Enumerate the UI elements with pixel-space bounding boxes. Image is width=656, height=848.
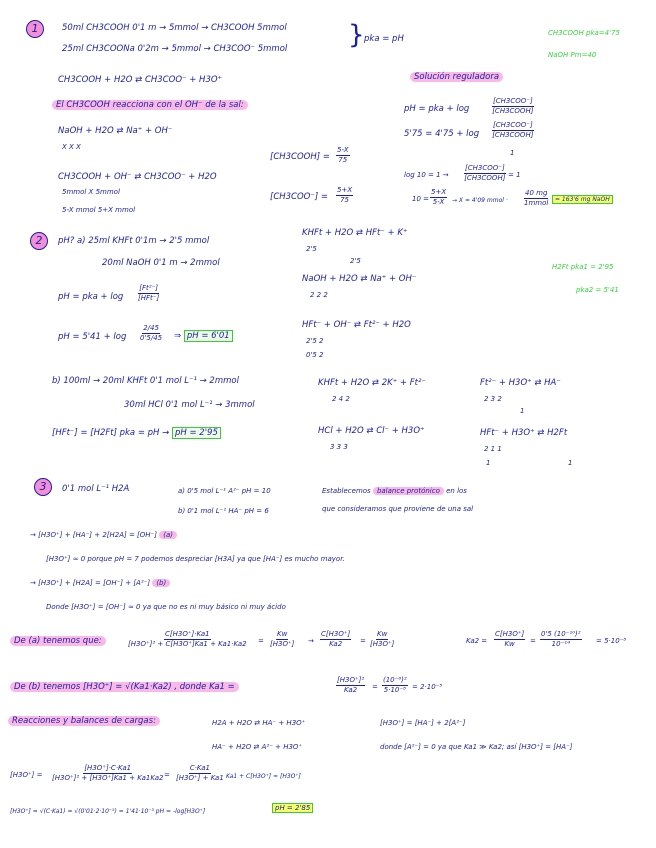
p2-eq-hft-b: HFt⁻ + H3O⁺ ⇄ H2Ft xyxy=(480,428,568,438)
p3-ka1-result: = 2·10⁻⁵ xyxy=(412,683,443,691)
p1-reaction-2: CH3COOH + OH⁻ ⇄ CH3COO⁻ + H2O xyxy=(58,172,217,182)
p1-result-naoh: = 163'6 mg NaOH xyxy=(552,194,613,205)
p3-balance-a: → [H3O⁺] + [HA⁻] + 2[H2A] = [OH⁻] (a) xyxy=(30,530,177,541)
p3-ka1-fraction: $\frac{\text{[H3O⁺]²}}{Ka2}$ xyxy=(337,676,365,694)
p1-hh-substituted-fraction: [CH3COO⁻] [CH3COOH] xyxy=(492,121,534,139)
p2-green-pka2: pka2 = 5'41 xyxy=(576,286,619,294)
p2-eq-khft-b-stoich: 2 4 2 xyxy=(332,395,350,403)
p1-reaction-2-final: 5-X mmol 5+X mmol xyxy=(62,206,136,214)
p1-log-result: = 1 xyxy=(508,171,521,179)
p3-charge-note: donde [A²⁻] = 0 ya que Ka1 ≫ Ka2; así [H3O⁺] = [HA⁻] xyxy=(380,743,573,751)
p3-eq-sign-2: = xyxy=(360,637,366,645)
p1-x-eq: 10 = xyxy=(412,195,429,203)
p1-x-fraction: $\frac{5+X}{5-X}$ xyxy=(431,188,447,206)
p1-reaction-1: NaOH + H2O ⇄ Na⁺ + OH⁻ xyxy=(58,126,173,136)
brace-icon: } xyxy=(348,20,365,50)
p1-solucion-title: Solución reguladora xyxy=(410,72,503,83)
p3-reactions-title: Reacciones y balances de cargas: xyxy=(8,716,160,727)
p2-green-pka1: H2Ft pka1 = 2'95 xyxy=(552,263,614,271)
p3-balance-line-2: que consideramos que proviene de una sal xyxy=(322,505,474,513)
p1-hh-fraction: [CH3COO⁻] [CH3COOH] xyxy=(492,97,534,115)
p3-reaction-1: H2A + H2O ⇄ HA⁻ + H3O⁺ xyxy=(212,719,306,727)
p2-eq-khft: KHFt + H2O ⇄ HFt⁻ + K⁺ xyxy=(302,228,408,238)
p1-hh-one: 1 xyxy=(510,149,515,157)
p3-ka1-numeric-fraction: $\frac{\text{(10⁻⁶)²}}{\text{5·10⁻⁸}}$ xyxy=(383,676,407,694)
p3-arrow-1: → xyxy=(308,637,314,645)
p3-eq-sign-4: = xyxy=(372,683,378,691)
p1-conc-base-fraction: $\frac{5+X}{75}$ xyxy=(337,186,353,204)
p3-final-result: pH = 2'85 xyxy=(272,803,313,814)
p1-conc-acid-label: [CH3COOH] = xyxy=(270,152,330,162)
p3-final-calc: [H3O⁺] = √(C·Ka1) = √(0'01·2·10⁻⁵) = 1'41·10⁻³ pH = -log[H3O⁺] xyxy=(10,808,206,815)
p2-b-line-1: b) 100ml → 20ml KHFt 0'1 mol L⁻¹ → 2mmol xyxy=(52,376,239,386)
problem-3-number: 3 xyxy=(34,478,52,496)
p3-h3o-simplified: $\frac{C\cdot Ka1}{[H3O^+] + Ka1}$ xyxy=(176,764,224,782)
p2-eq-hft-b-stoich: 2 1 1 xyxy=(484,445,502,453)
p1-log-step: log 10 = 1 → xyxy=(404,171,449,179)
p2-eq-ft-stoich: 2 3 2 xyxy=(484,395,502,403)
p1-brace-label: pka = pH xyxy=(364,34,404,44)
p2-b-line-2: 30ml HCl 0'1 mol L⁻¹ → 3mmol xyxy=(124,400,255,410)
p3-fraction-kw-1: $\frac{Kw}{[H3O^+]}$ xyxy=(270,630,295,648)
p3-h3o-approx: Ka1 + C[H3O⁺] ≈ [H3O⁺] xyxy=(226,773,301,780)
p2-hh-fraction: [Ft²⁻] [HFt⁻] xyxy=(138,284,160,302)
p2-eq-hft-initial: 2'5 2 xyxy=(306,337,324,345)
p3-case-a: a) 0'5 mol L⁻¹ A²⁻ pH = 10 xyxy=(178,487,271,495)
p2-eq-naoh: NaOH + H2O ⇄ Na⁺ + OH⁻ xyxy=(302,274,417,284)
problem-2-number: 2 xyxy=(30,232,48,250)
p2-hh-substituted-fraction: $\frac{2/45}{0'5/45}$ xyxy=(140,324,163,342)
p3-ka2-fraction: $\frac{C[H3O^+]}{Kw}$ xyxy=(495,630,525,648)
p3-balance-b: → [H3O⁺] + [H2A] = [OH⁻] + [A²⁻] (b) xyxy=(30,578,170,589)
p2-hh-eq: pH = pka + log xyxy=(58,292,124,302)
p3-derivation-b: De (b) tenemos [H3O⁺] = √(Ka1·Ka2) , donde Ka1 = xyxy=(10,682,239,693)
p3-fraction-a-main: $\frac{C[H3O^+]\cdot Ka1}{\text{[H3O⁺]² + C[H3O⁺]Ka1 + Ka1·Ka2}}$ xyxy=(128,630,247,648)
p2-a-result: ⇒ pH = 6'01 xyxy=(174,331,233,342)
p3-note-b: Donde [H3O⁺] = [OH⁻] ≈ 0 ya que no es ni muy básico ni muy ácido xyxy=(46,603,286,611)
p2-eq-khft-b: KHFt + H2O ⇄ 2K⁺ + Ft²⁻ xyxy=(318,378,426,388)
p1-reaction-title: El CH3COOH reacciona con el OH⁻ de la sal: xyxy=(52,100,248,111)
p2-eq-hft-final: 0'5 2 xyxy=(306,351,324,359)
p3-charge-balance: [H3O⁺] = [HA⁻] + 2[A²⁻] xyxy=(380,719,466,727)
p3-ka2-result: = 5·10⁻⁸ xyxy=(596,637,627,645)
p2-eq-khft-final: 2'5 xyxy=(350,257,361,265)
p1-x-value: → X = 4'09 mmol · xyxy=(452,197,508,204)
p2-a-line-2: 20ml NaOH 0'1 m → 2mmol xyxy=(102,258,220,268)
p1-mg-fraction: 40 mg 1mmol xyxy=(524,189,549,207)
problem-1-number: 1 xyxy=(26,20,44,38)
p1-hh-substituted: 5'75 = 4'75 + log xyxy=(404,129,480,139)
p3-ka2-numeric-fraction: $\frac{\text{0'5 (10⁻¹⁰)²}}{\text{10⁻¹⁴}}$ xyxy=(541,630,581,648)
p1-conc-base-label: [CH3COO⁻] = xyxy=(270,192,328,202)
p2-eq-hcl: HCl + H2O ⇄ Cl⁻ + H3O⁺ xyxy=(318,426,425,436)
p1-equilibrium: CH3COOH + H2O ⇄ CH3COO⁻ + H3O⁺ xyxy=(58,75,223,85)
p3-case-b: b) 0'1 mol L⁻¹ HA⁻ pH = 6 xyxy=(178,507,269,515)
p2-a-line-1: pH? a) 25ml KHFt 0'1m → 2'5 mmol xyxy=(58,236,210,246)
p2-eq-ft: Ft²⁻ + H3O⁺ ⇄ HA⁻ xyxy=(480,378,561,388)
p2-hh-substituted: pH = 5'41 + log xyxy=(58,332,127,342)
p2-eq-hft-b-final: 1 xyxy=(486,459,491,467)
p1-green-pka: CH3COOH pka=4'75 xyxy=(548,29,620,37)
p2-eq-ft-final: 1 xyxy=(520,407,525,415)
p3-fraction-kw-2: $\frac{Kw}{[H3O^+]}$ xyxy=(370,630,395,648)
p1-line-2: 25ml CH3COONa 0'2m → 5mmol → CH3COO⁻ 5mmol xyxy=(62,44,288,54)
p2-eq-khft-initial: 2'5 xyxy=(306,245,317,253)
p3-balance-line-1: Establecemos balance protónico en los xyxy=(322,487,467,495)
p3-eq-sign-5: = xyxy=(164,771,170,779)
p3-h3o-fraction: $\frac{[H3O^+]\cdot C\cdot Ka1}{\text{[H3O⁺]² + [H3O⁺]Ka1 + Ka1Ka2}}$ xyxy=(52,764,164,782)
p3-ka2-label: Ka2 = xyxy=(466,637,488,645)
p2-eq-hcl-stoich: 3 3 3 xyxy=(330,443,348,451)
p3-h3o-label: [H3O⁺] = xyxy=(10,771,43,779)
p1-reaction-1-stoich: X X X xyxy=(62,143,81,151)
p2-eq-hft: HFt⁻ + OH⁻ ⇄ Ft²⁻ + H2O xyxy=(302,320,411,330)
p1-conc-acid-fraction: $\frac{5-X}{75}$ xyxy=(337,146,349,164)
p3-eq-sign-3: = xyxy=(530,637,536,645)
p3-reaction-2: HA⁻ + H2O ⇄ A²⁻ + H3O⁺ xyxy=(212,743,303,751)
p3-note-a: [H3O⁺] ≈ 0 porque pH = 7 podemos despreciar [H3A] ya que [HA⁻] es mucho mayor. xyxy=(46,555,345,563)
p1-green-pm: NaOH Pm=40 xyxy=(548,51,597,59)
p1-hh-eq: pH = pka + log xyxy=(404,104,470,114)
p1-reaction-2-initial: 5mmol X 5mmol xyxy=(62,188,120,196)
p1-line-1: 50ml CH3COOH 0'1 m → 5mmol → CH3COOH 5mmol xyxy=(62,23,287,33)
p3-header: 0'1 mol L⁻¹ H2A xyxy=(62,484,130,494)
p3-derivation-a-title: De (a) tenemos que: xyxy=(10,636,106,647)
p1-log-fraction: [CH3COO⁻] [CH3COOH] xyxy=(464,164,506,182)
p2-eq-hft-b-product: 1 xyxy=(568,459,573,467)
p2-eq-naoh-stoich: 2 2 2 xyxy=(310,291,328,299)
p3-fraction-ka2: $\frac{C[H3O^+]}{Ka2}$ xyxy=(321,630,351,648)
p3-eq-sign: = xyxy=(258,637,264,645)
p2-b-line-3: [HFt⁻] = [H2Ft] pka = pH → pH = 2'95 xyxy=(52,428,221,439)
